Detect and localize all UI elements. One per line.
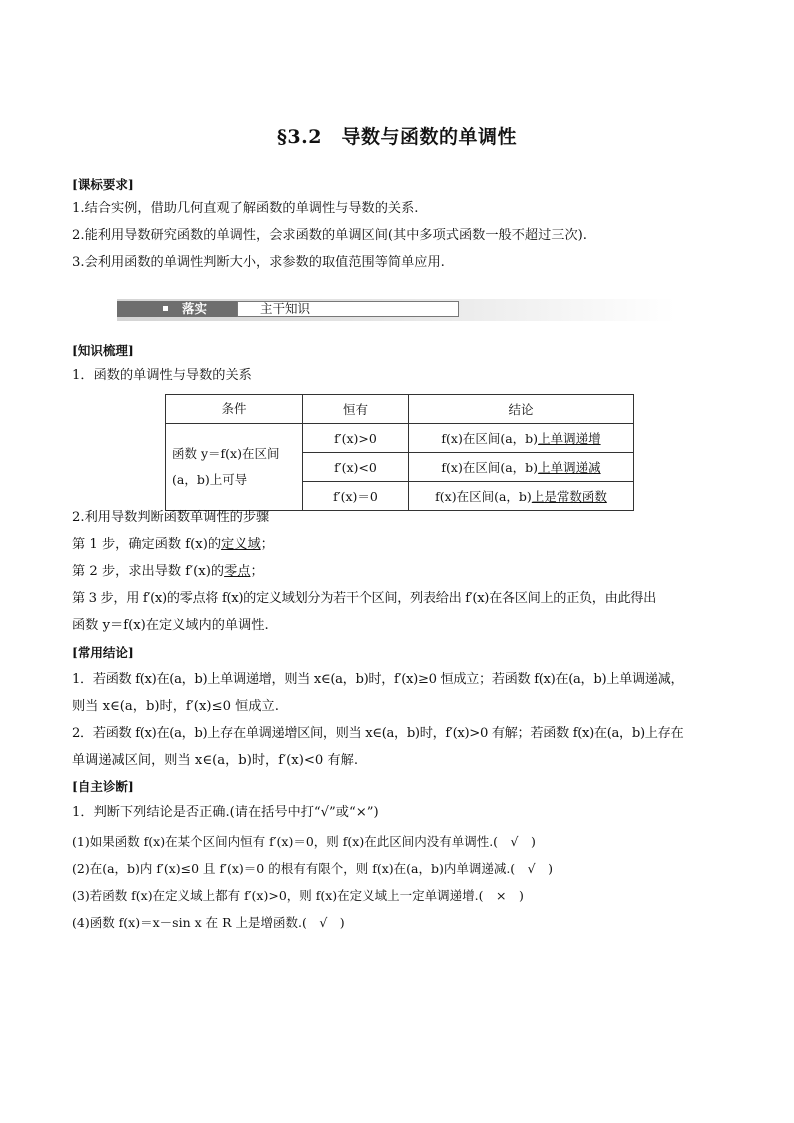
conclusion-prefix: f(x)在区间(a，b) <box>441 460 539 475</box>
conclusion-1-line-2: 则当 x∈(a，b)时，f′(x)≤0 恒成立. <box>72 699 279 714</box>
step-1 <box>72 535 274 555</box>
conclusion-answer: 上单调递减 <box>538 460 601 475</box>
condition-line-2: (a，b)上可导 <box>172 472 248 487</box>
condition-line-1: 函数 y＝f(x)在区间 <box>172 446 280 461</box>
banner-left-label: 落实 <box>182 301 208 316</box>
step-2-answer: 零点 <box>224 564 251 579</box>
knowledge-item-2: 2.利用导数判断函数单调性的步骤 <box>72 510 270 525</box>
requirement-item-1: 1.结合实例，借助几何直观了解函数的单调性与导数的关系. <box>72 201 419 216</box>
derivative-cell: f′(x)＝0 <box>303 482 409 511</box>
monotonicity-table <box>165 394 634 511</box>
conclusion-cell <box>409 482 634 511</box>
condition-cell <box>166 424 303 511</box>
conclusions-heading: [常用结论] <box>72 645 134 660</box>
conclusion-cell <box>409 424 634 453</box>
judgement-item-4: (4)函数 f(x)＝x－sin x 在 R 上是增函数.( √ ) <box>72 915 345 930</box>
judgement-item-3: (3)若函数 f(x)在定义域上都有 f′(x)>0，则 f(x)在定义域上一定单调递增.( × ) <box>72 888 524 903</box>
header-conclusion: 结论 <box>409 395 634 424</box>
self-diagnosis-heading: [自主诊断] <box>72 779 134 794</box>
step-3-line-2: 函数 y＝f(x)在定义域内的单调性. <box>72 618 269 633</box>
course-requirements-heading: [课标要求] <box>72 177 134 192</box>
requirement-item-3: 3.会利用函数的单调性判断大小，求参数的取值范围等简单应用. <box>72 255 445 270</box>
step-1-text: 第 1 步，确定函数 f(x)的 <box>72 537 222 552</box>
header-always: 恒有 <box>303 395 409 424</box>
knowledge-heading: [知识梳理] <box>72 343 134 358</box>
conclusion-2-line-1: 2．若函数 f(x)在(a，b)上存在单调递增区间，则当 x∈(a，b)时，f′(x)>0 有解；若函数 f(x)在(a，b)上存在 <box>72 726 684 741</box>
banner-light-tab <box>237 301 459 317</box>
step-2-suffix: ； <box>250 564 264 579</box>
derivative-cell: f′(x)<0 <box>303 453 409 482</box>
page-title: §3.2 导数与函数的单调性 <box>277 126 517 148</box>
table-header-row <box>166 395 634 424</box>
section-banner <box>117 299 675 321</box>
step-2 <box>72 562 264 582</box>
step-2-text: 第 2 步，求出导数 f′(x)的 <box>72 564 225 579</box>
requirement-item-2: 2.能利用导数研究函数的单调性，会求函数的单调区间(其中多项式函数一般不超过三次). <box>72 228 587 243</box>
header-condition: 条件 <box>166 395 303 424</box>
judgement-item-1: (1)如果函数 f(x)在某个区间内恒有 f′(x)＝0，则 f(x)在此区间内没有单调性.( √ ) <box>72 834 536 849</box>
conclusion-prefix: f(x)在区间(a，b) <box>441 431 539 446</box>
knowledge-item-1: 1．函数的单调性与导数的关系 <box>72 368 252 383</box>
conclusion-prefix: f(x)在区间(a，b) <box>435 489 532 504</box>
step-1-answer: 定义域 <box>221 537 261 552</box>
banner-right-label: 主干知识 <box>260 301 311 316</box>
judgement-item-2: (2)在(a，b)内 f′(x)≤0 且 f′(x)＝0 的根有有限个，则 f(x)在(a，b)内单调递减.( √ ) <box>72 861 554 876</box>
square-bullet-icon <box>163 306 168 311</box>
conclusion-answer: 上单调递增 <box>538 431 601 446</box>
conclusion-answer: 上是常数函数 <box>531 489 607 504</box>
conclusion-1-line-1: 1．若函数 f(x)在(a，b)上单调递增，则当 x∈(a，b)时，f′(x)≥0 恒成立；若函数 f(x)在(a，b)上单调递减， <box>72 672 684 687</box>
conclusion-cell <box>409 453 634 482</box>
banner-dark-tab <box>117 301 237 317</box>
derivative-cell: f′(x)>0 <box>303 424 409 453</box>
step-1-suffix: ； <box>260 537 274 552</box>
self-diagnosis-prompt: 1．判断下列结论是否正确.(请在括号中打“√”或“×”) <box>72 805 379 820</box>
conclusion-2-line-2: 单调递减区间，则当 x∈(a，b)时，f′(x)<0 有解. <box>72 753 359 768</box>
step-3-line-1: 第 3 步，用 f′(x)的零点将 f(x)的定义域划分为若干个区间，列表给出 f′(x)在各区间上的正负，由此得出 <box>72 591 656 606</box>
table-row <box>166 424 634 453</box>
